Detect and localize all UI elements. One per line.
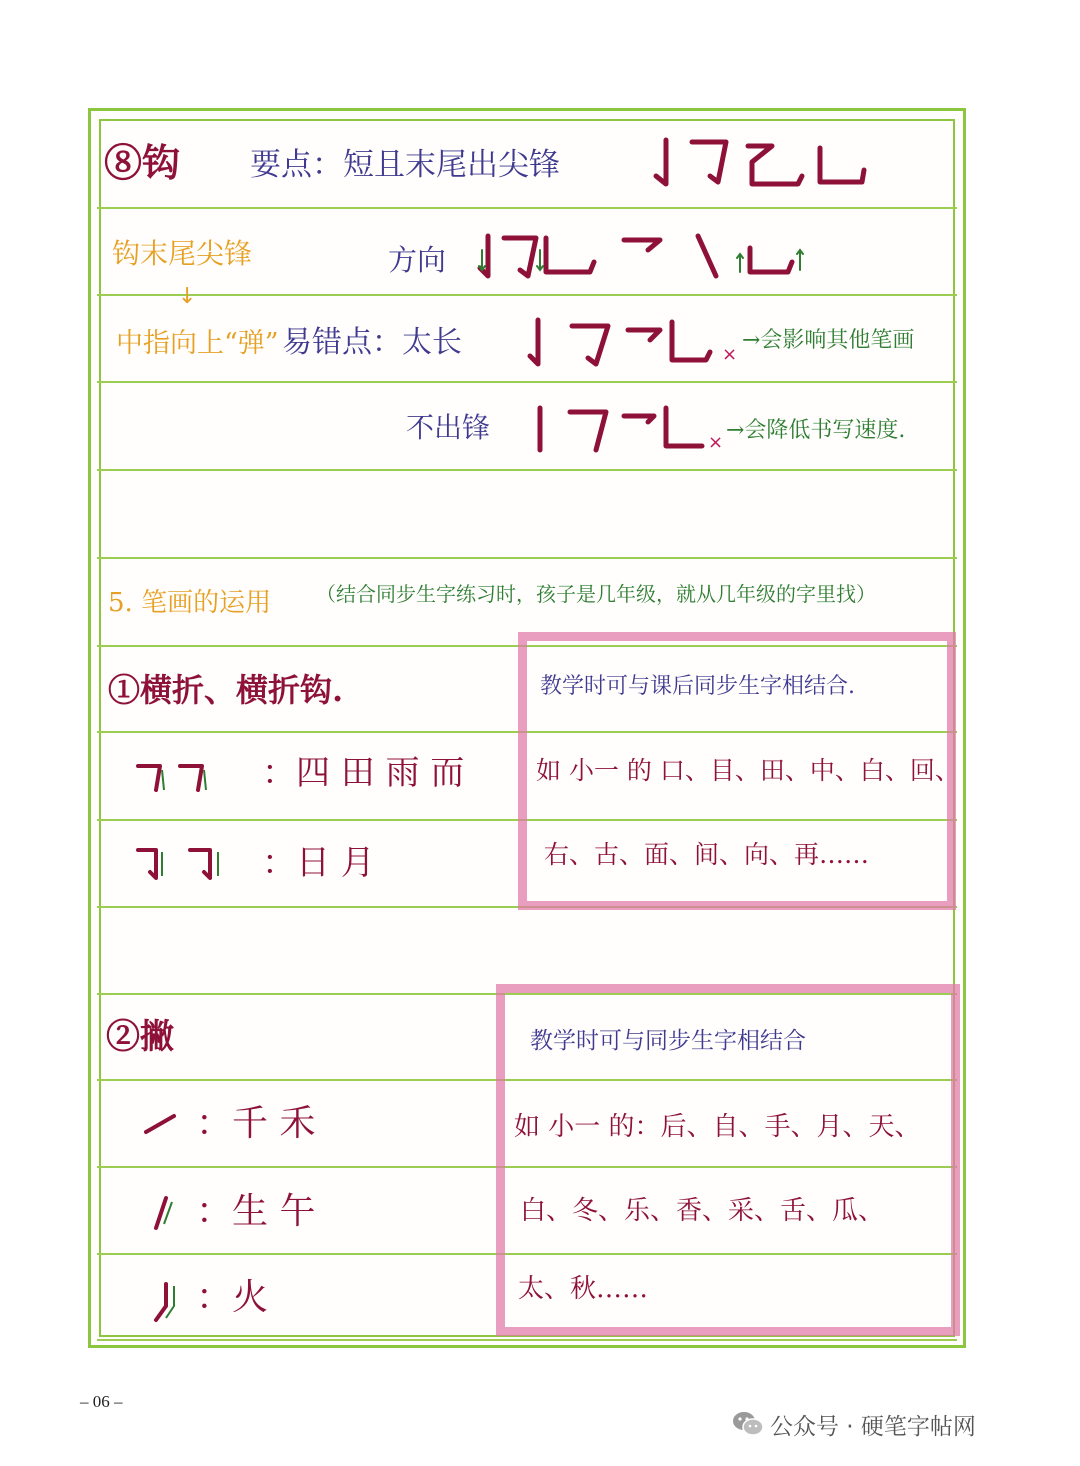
part-2-row-2-chars: ：生 午 — [196, 1191, 316, 1232]
vertical-left-falling-stroke — [146, 1194, 186, 1234]
ruled-line — [97, 1339, 957, 1341]
box-1-line-1: 如 小一 的 口、目、田、中、白、回、 — [536, 756, 960, 785]
section-5-note: （结合同步生字练习时，孩子是几年级，就从几年级的字里找） — [316, 582, 876, 606]
flat-left-falling-stroke — [140, 1112, 184, 1140]
ruled-line — [97, 294, 957, 296]
page-number: – 06 – — [80, 1392, 123, 1411]
no-tip-note: →会降低书写速度. — [726, 418, 906, 443]
horizontal-turn-hook-strokes — [134, 844, 244, 888]
section-5-title: 5. 笔画的运用 — [108, 588, 272, 618]
part-2-title: ②撇 — [106, 1017, 174, 1057]
tip-middle-finger: 中指向上“弹” — [116, 328, 279, 359]
part-1-row-2-chars: ：日 月 — [262, 843, 375, 883]
box-2-line-1: 如 小一 的：后、自、手、月、天、 — [514, 1112, 921, 1142]
no-tip-strokes — [526, 400, 706, 460]
error-point-label: 易错点：太长 — [282, 325, 462, 360]
long-hook-strokes — [520, 314, 720, 374]
ruled-line — [97, 557, 957, 559]
cross-mark-icon: × — [722, 344, 738, 365]
box-2-title: 教学时可与同步生字相结合 — [530, 1028, 806, 1054]
error-note: →会影响其他笔画 — [742, 328, 915, 353]
horizontal-turn-strokes — [134, 760, 244, 800]
part-2-row-1-chars: ：千 禾 — [196, 1103, 316, 1144]
section-8-key-point: 要点：短且末尾出尖锋 — [250, 147, 560, 183]
part-1-title: ①横折、横折钩. — [108, 671, 344, 709]
watermark: 公众号 · 硬笔字帖网 — [770, 1414, 976, 1440]
box-2-line-2: 白、冬、乐、香、采、舌、瓜、 — [520, 1196, 885, 1226]
hook-stroke-icon — [652, 132, 892, 202]
arrow-icon: ↓ — [178, 284, 197, 309]
long-left-falling-stroke — [150, 1280, 190, 1326]
wechat-icon — [732, 1410, 764, 1438]
ruled-line — [97, 381, 957, 383]
cross-mark-icon: × — [708, 432, 724, 453]
no-tip-label: 不出锋 — [406, 411, 491, 444]
ruled-line — [97, 469, 957, 471]
part-2-row-3-chars: ：火 — [196, 1277, 269, 1318]
section-8-title: ⑧钩 — [104, 140, 181, 185]
direction-label: 方向 — [388, 243, 447, 277]
box-2-line-3: 太、秋…… — [518, 1274, 649, 1304]
ruled-line — [97, 207, 957, 209]
direction-strokes — [478, 226, 818, 290]
box-1-title: 教学时可与课后同步生字相结合. — [540, 674, 855, 699]
part-1-row-1-chars: ：四 田 雨 而 — [262, 753, 465, 793]
tip-hook-end: 钩末尾尖锋 — [112, 237, 253, 270]
box-1-line-2: 右、古、面、间、向、再…… — [544, 840, 870, 869]
